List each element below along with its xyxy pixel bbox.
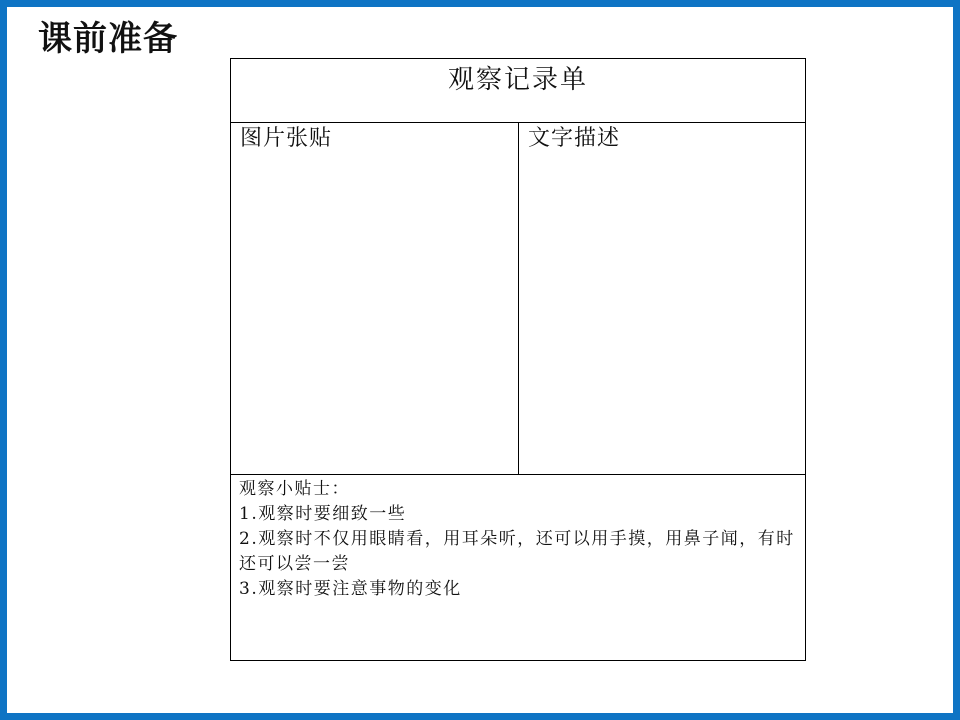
image-paste-label: 图片张贴 [240,126,333,151]
tip-item: 3.观察时要注意事物的变化 [239,579,462,599]
image-paste-cell [231,122,519,474]
observation-record-sheet [230,58,806,661]
slide-title: 课前准备 [38,19,178,59]
text-description-label: 文字描述 [528,126,621,151]
tip-item: 1.观察时要细致一些 [239,504,407,524]
observation-tips [231,474,805,660]
slide [7,7,953,713]
tip-item: 2.观察时不仅用眼睛看，用耳朵听，还可以用手摸，用鼻子闻，有时还可以尝一尝 [239,529,795,574]
sheet-title: 观察记录单 [447,65,588,95]
text-description-cell [519,122,805,474]
tips-heading: 观察小贴士： [239,479,350,499]
sheet-header [231,59,805,123]
